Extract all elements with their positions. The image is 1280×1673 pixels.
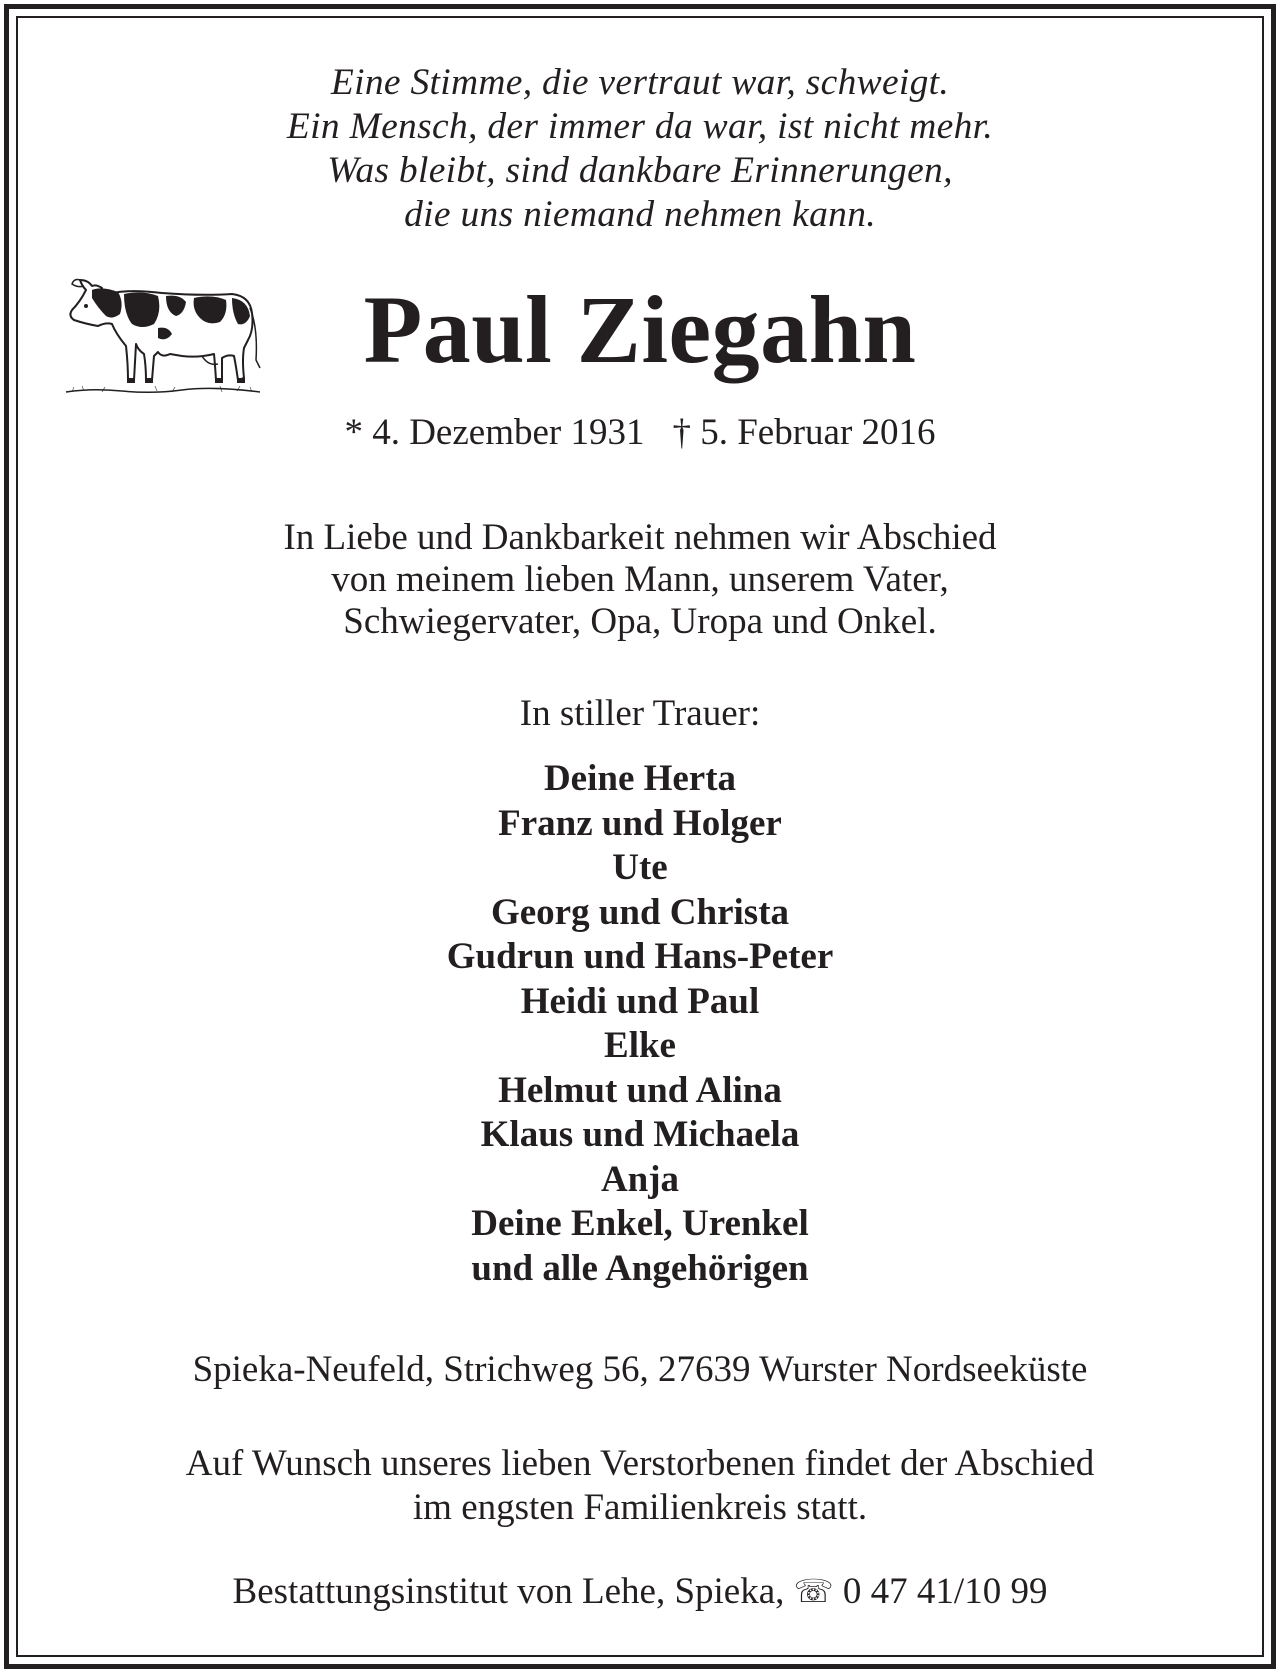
birth-date: * 4. Dezember 1931 [344,412,645,453]
farewell-line: Schwiegervater, Opa, Uropa und Onkel. [343,601,937,642]
poem-line: Ein Mensch, der immer da war, ist nicht mehr. [286,106,994,147]
death-date: † 5. Februar 2016 [672,412,936,453]
mourner-entry: Anja [600,1158,680,1200]
deceased-name: Paul Ziegahn [363,276,917,383]
farewell-line: von meinem lieben Mann, unserem Vater, [331,559,949,600]
poem-line: Was bleibt, sind dankbare Erinnerungen, [327,150,953,191]
mourner-entry: und alle Angehörigen [471,1247,809,1289]
mourner-entry: Deine Herta [543,758,737,799]
ceremony-note-line: im engsten Familienkreis statt. [412,1487,868,1528]
farewell-text [20,517,1260,643]
mourner-entry: Helmut und Alina [498,1069,782,1111]
mourners-list [20,757,1260,1291]
farewell-line: In Liebe und Dankbarkeit nehmen wir Abschied [283,517,997,558]
mourner-entry: Gudrun und Hans-Peter [446,936,834,977]
poem-line: die uns niemand nehmen kann. [404,194,876,235]
mourning-heading: In stiller Trauer: [519,693,761,734]
undertaker-name: Bestattungsinstitut von Lehe, Spieka, [232,1571,785,1612]
life-dates [20,411,1260,455]
ceremony-note [20,1442,1260,1530]
address: Spieka-Neufeld, Strichweg 56, 27639 Wurster Nordseeküste [192,1349,1088,1390]
poem-line: Eine Stimme, die vertraut war, schweigt. [330,62,950,103]
mourner-entry: Ute [612,847,668,888]
ceremony-note-line: Auf Wunsch unseres lieben Verstorbenen findet der Abschied [185,1443,1095,1484]
phone-icon: ☏ [793,1572,834,1610]
mourner-entry: Deine Enkel, Urenkel [471,1203,809,1244]
phone-number: 0 47 41/10 99 [842,1571,1048,1612]
mourner-entry: Klaus und Michaela [480,1114,800,1155]
mourner-entry: Franz und Holger [498,802,782,844]
poem [20,61,1260,237]
mourner-entry: Elke [604,1025,676,1066]
mourner-entry: Heidi und Paul [520,980,760,1022]
undertaker-line [20,1569,1260,1614]
mourner-entry: Georg und Christa [490,891,790,933]
